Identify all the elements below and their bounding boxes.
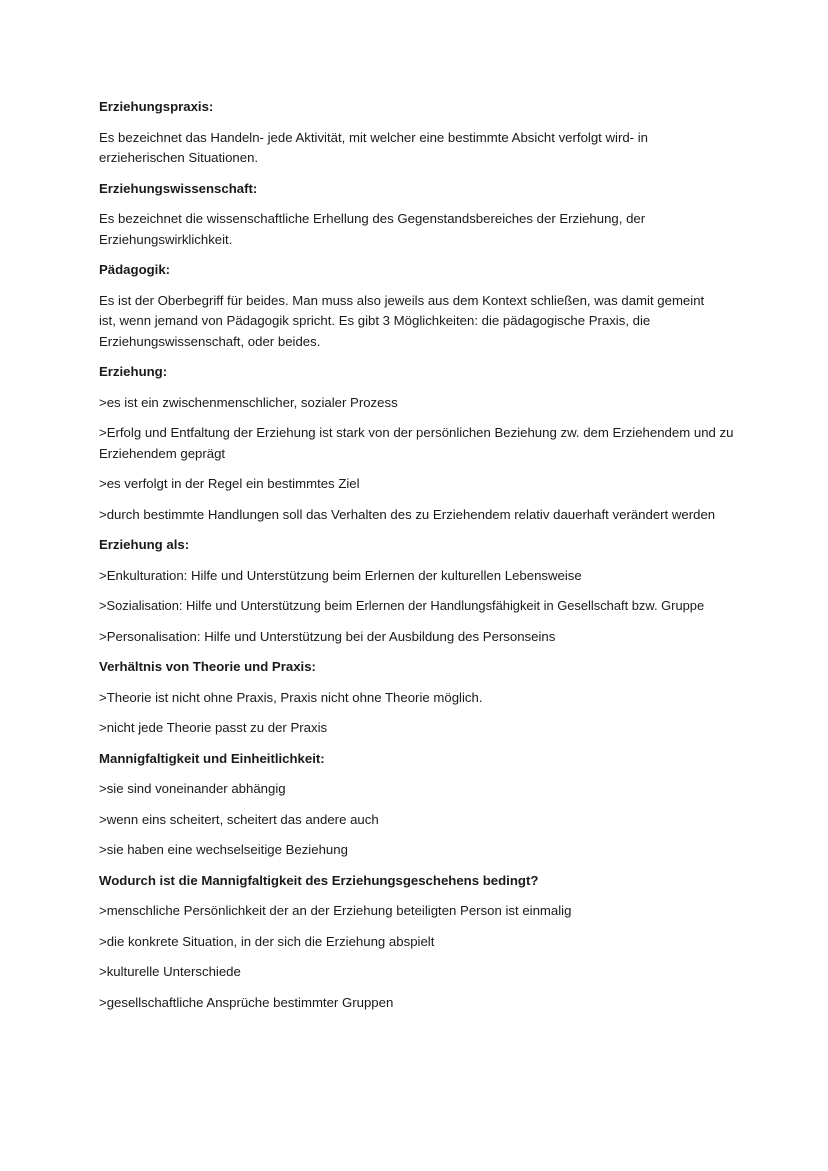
paragraph-erziehungswissenschaft: Es bezeichnet die wissenschaftliche Erhellung des Gegenstandsbereiches der Erziehung, der Erziehungswirklichkeit.: [99, 211, 646, 247]
list-item: >nicht jede Theorie passt zu der Praxis: [99, 720, 328, 735]
list-item: >es verfolgt in der Regel ein bestimmtes Ziel: [99, 476, 360, 491]
list-item: >Sozialisation: Hilfe und Unterstützung beim Erlernen der Handlungsfähigkeit in Gesellschaft bzw. Gruppe: [99, 598, 705, 613]
heading-paedagogik: Pädagogik:: [99, 262, 171, 277]
heading-mannigfaltigkeit-bedingt: Wodurch ist die Mannigfaltigkeit des Erziehungsgeschehens bedingt?: [99, 872, 539, 888]
list-item: >durch bestimmte Handlungen soll das Verhalten des zu Erziehendem relativ dauerhaft verändert werden: [99, 506, 716, 522]
list-item: >sie haben eine wechselseitige Beziehung: [99, 842, 348, 857]
document-page: [99, 97, 779, 1023]
list-item: >Theorie ist nicht ohne Praxis, Praxis nicht ohne Theorie möglich.: [99, 689, 483, 705]
list-item: >sie sind voneinander abhängig: [99, 781, 286, 796]
list-item: >kulturelle Unterschiede: [99, 964, 241, 979]
list-item: >Enkulturation: Hilfe und Unterstützung beim Erlernen der kulturellen Lebensweise: [99, 567, 582, 583]
list-item: >Personalisation: Hilfe und Unterstützung bei der Ausbildung des Personseins: [99, 628, 556, 644]
list-item: >Erfolg und Entfaltung der Erziehung ist stark von der persönlichen Beziehung zw. dem Erziehendem und zu Erziehendem geprägt: [99, 425, 734, 461]
list-item: >menschliche Persönlichkeit der an der Erziehung beteiligten Person ist einmalig: [99, 903, 572, 918]
list-item: >wenn eins scheitert, scheitert das andere auch: [99, 811, 379, 827]
list-item: >die konkrete Situation, in der sich die Erziehung abspielt: [99, 933, 435, 949]
heading-erziehungswissenschaft: Erziehungswissenschaft:: [99, 180, 258, 196]
heading-erziehung-als: Erziehung als:: [99, 537, 190, 552]
heading-mannigfaltigkeit-einheitlichkeit: Mannigfaltigkeit und Einheitlichkeit:: [99, 750, 325, 766]
heading-erziehung: Erziehung:: [99, 364, 168, 379]
heading-erziehungspraxis: Erziehungspraxis:: [99, 99, 214, 114]
list-item: >es ist ein zwischenmenschlicher, sozialer Prozess: [99, 394, 398, 410]
paragraph-erziehungspraxis: Es bezeichnet das Handeln- jede Aktivität, mit welcher eine bestimmte Absicht verfolgt wird- in erzieherischen Situationen.: [99, 129, 648, 165]
paragraph-paedagogik: Es ist der Oberbegriff für beides. Man muss also jeweils aus dem Kontext schließen, was damit gemeint ist, wenn jemand von Pädagogik spricht. Es gibt 3 Möglichkeiten: die pädagogische Praxis, die Erziehungswissenschaft, oder beides.: [99, 292, 705, 349]
heading-theorie-praxis: Verhältnis von Theorie und Praxis:: [99, 659, 316, 674]
list-item: >gesellschaftliche Ansprüche bestimmter Gruppen: [99, 994, 394, 1010]
